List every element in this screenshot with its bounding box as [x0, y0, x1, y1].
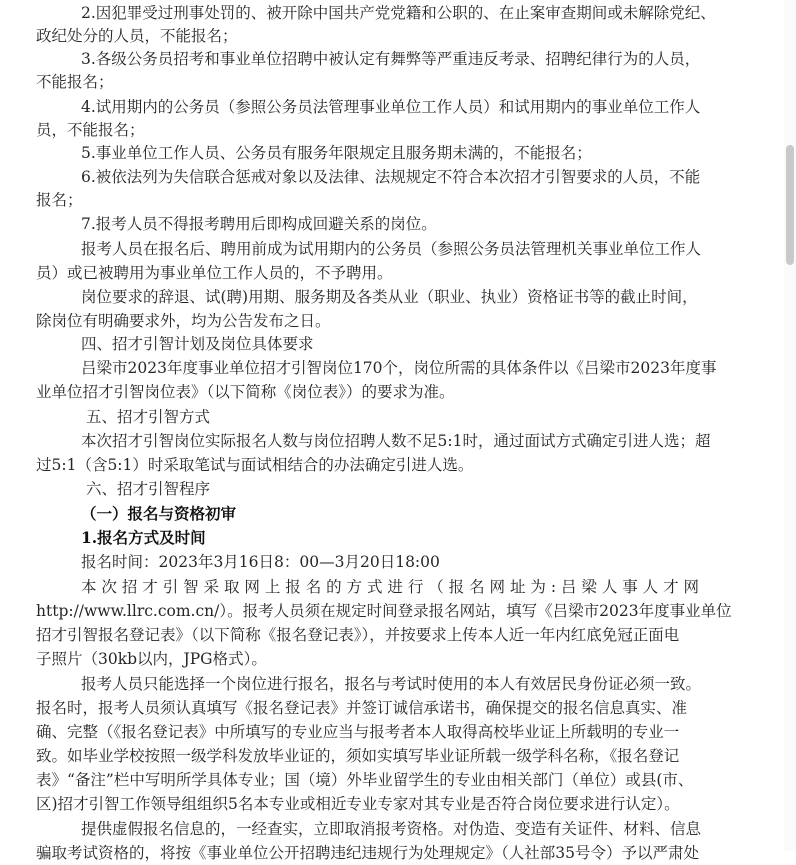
text-line: 7.报考人员不得报考聘用后即构成回避关系的岗位。 [81, 215, 437, 233]
text-line: 除岗位有明确要求外，均为公告发布之日。 [36, 312, 331, 330]
section-heading: 1.报名方式及时间 [81, 528, 206, 547]
text-line: 招才引智报名登记表》（以下简称《报名登记表》），并按要求上传本人近一年内红底免冠正面电 [36, 626, 680, 644]
text-line: 区)招才引智工作领导组组织5名本专业或相近专业专家对其专业是否符合岗位要求进行认定）。 [36, 795, 680, 813]
text-line: 骗取考试资格的，将按《事业单位公开招聘违纪违规行为处理规定》（人社部35号令）予以严肃处 [36, 844, 699, 862]
text-line: 3.各级公务员招考和事业单位招聘中被认定有舞弊等严重违反考录、招聘纪律行为的人员， [81, 50, 701, 68]
text-line: 致。如毕业学校按照一级学科发放毕业证的，须如实填写毕业证所载一级学科名称，《报名登记 [36, 747, 680, 765]
text-line: 六、招才引智程序 [86, 480, 211, 498]
text-line: 6.被依法列为失信联合惩戒对象以及法律、法规规定不符合本次招才引智要求的人员，不能 [81, 168, 701, 186]
text-line: 不能报名； [36, 73, 114, 91]
text-line: 4.试用期内的公务员（参照公务员法管理事业单位工作人员）和试用期内的事业单位工作人 [81, 98, 701, 116]
text-line: 报名； [36, 191, 83, 209]
text-line: 吕梁市2023年度事业单位招才引智岗位170个，岗位所需的具体条件以《吕梁市2023年度事 [81, 359, 717, 377]
text-line: 业单位招才引智岗位表》（以下简称《岗位表》）的要求为准。 [36, 383, 455, 401]
text-line: 本 次 招 才 引 智 采 取 网 上 报 名 的 方 式 进 行 （ 报 名 网 址 为 : 吕 梁 人 事 人 才 网 [81, 578, 700, 596]
text-line: 四、招才引智计划及岗位具体要求 [81, 335, 314, 353]
text-line: 本次招才引智岗位实际报名人数与岗位招聘人数不足5:1时，通过面试方式确定引进人选；超 [81, 432, 711, 450]
text-line: 报考人员只能选择一个岗位进行报名，报名与考试时使用的本人有效居民身份证必须一致。 [81, 675, 702, 693]
scrollbar-thumb[interactable] [786, 145, 794, 265]
text-line: 报名时，报考人员须认真填写《报名登记表》并签订诚信承诺书，确保提交的报名信息真实、准 [36, 699, 688, 717]
text-line: 过5:1（含5:1）时采取笔试与面试相结合的办法确定引进人选。 [36, 456, 474, 474]
text-line: 表》“备注”栏中写明所学具体专业；国（境）外毕业留学生的专业由相关部门（单位）或县(市、 [36, 771, 694, 789]
text-line: http://www.llrc.com.cn/）。报考人员须在规定时间登录报名网站，填写《吕梁市2023年度事业单位 [36, 602, 732, 620]
scrollbar[interactable] [784, 0, 796, 851]
text-line: 2.因犯罪受过刑事处罚的、被开除中国共产党党籍和公职的、在止案审查期间或未解除党纪、 [81, 4, 716, 22]
text-line: 员）或已被聘用为事业单位工作人员的，不予聘用。 [36, 264, 393, 282]
text-line: 报名时间：2023年3月16日8：00—3月20日18:00 [81, 553, 440, 571]
text-line: 子照片（30kb以内，JPG格式）。 [36, 650, 267, 668]
text-line: 报考人员在报名后、聘用前成为试用期内的公务员（参照公务员法管理机关事业单位工作人 [81, 240, 702, 258]
text-line: 岗位要求的辞退、试(聘)用期、服务期及各类从业（职业、执业）资格证书等的截止时间， [81, 288, 698, 306]
text-line: 五、招才引智方式 [86, 408, 211, 426]
text-line: 5.事业单位工作人员、公务员有服务年限规定且服务期未满的，不能报名； [81, 144, 592, 162]
text-line: 员，不能报名； [36, 121, 145, 139]
text-line: 确、完整（《报名登记表》中所填写的专业应当与报考者本人取得高校毕业证上所载明的专业一 [36, 723, 680, 741]
text-line: 提供虚假报名信息的，一经查实，立即取消报考资格。对伪造、变造有关证件、材料、信息 [81, 820, 702, 838]
text-line: 政纪处分的人员，不能报名； [36, 27, 238, 45]
section-heading: （一）报名与资格初审 [81, 504, 237, 523]
